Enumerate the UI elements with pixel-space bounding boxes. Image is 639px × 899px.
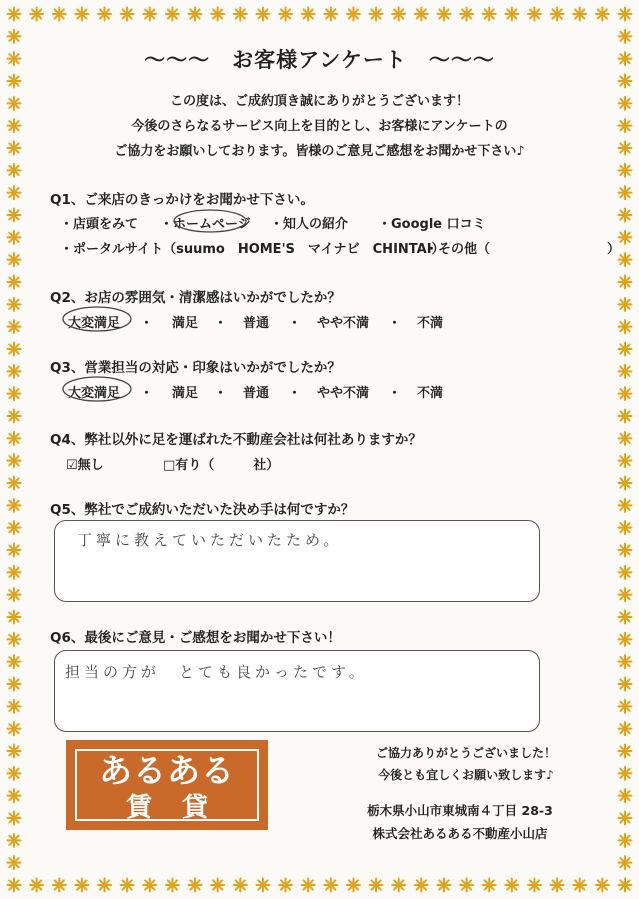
q6-question: Q6、最後にご意見・ご感想をお聞かせ下さい！ (50, 630, 341, 646)
q2-option-satisfied[interactable]: 満足 (172, 316, 199, 331)
q2-question: Q2、お店の雰囲気・清潔感はいかがでしたか？ (50, 290, 341, 306)
q3-option-somewhat-dissatisfied[interactable]: やや不満 (317, 386, 370, 401)
q3-option-satisfied[interactable]: 満足 (172, 386, 199, 401)
q2-separator: ・ (388, 316, 402, 331)
q1-option-storefront[interactable]: ・店頭をみて (60, 217, 139, 232)
page-title: ～～～ お客様アンケート ～～～ (144, 48, 495, 72)
q3-separator: ・ (288, 386, 302, 401)
logo-text-top: あるある (99, 751, 235, 790)
q1-option-homepage[interactable]: ・ホームページ (160, 217, 251, 232)
q4-question: Q4、弊社以外に足を運ばれた不動産会社は何社ありますか？ (50, 432, 422, 448)
q2-separator: ・ (140, 316, 154, 331)
intro-line-1: この度は、ご成約頂き誠にありがとうございます！ (169, 94, 469, 109)
q2-option-neutral[interactable]: 普通 (243, 316, 270, 331)
q2-option-somewhat-dissatisfied[interactable]: やや不満 (317, 316, 370, 331)
q2-separator: ・ (288, 316, 302, 331)
q5-question: Q5、弊社でご成約いただいた決め手は何ですか？ (50, 502, 355, 518)
company-name: 株式会社あるある不動産小山店 (372, 826, 548, 841)
q1-option-google-review[interactable]: ・Google 口コミ (378, 217, 486, 232)
q1-option-referral[interactable]: ・知人の紹介 (270, 217, 349, 232)
intro-line-3: ご協力をお願いしております。皆様のご意見ご感想をお聞かせ下さい♪ (114, 144, 525, 159)
intro-line-2: 今後のさらなるサービス向上を目的とし、お客様にアンケートの (131, 119, 508, 134)
q3-option-neutral[interactable]: 普通 (243, 386, 270, 401)
company-address: 栃木県小山市東城南４丁目 28-3 (367, 803, 553, 818)
q4-option-none-checkbox[interactable]: ☑無し (66, 458, 104, 473)
q1-option-portal-site[interactable]: ・ポータルサイト（suumo HOME'S マイナビ CHINTAI） (60, 242, 445, 257)
q1-circle-mark (174, 210, 246, 232)
q2-circle-mark (63, 307, 131, 331)
q3-separator: ・ (388, 386, 402, 401)
q6-handwritten-answer: 担当の方が とても良かったです。 (65, 663, 368, 681)
thanks-line-1: ご協力ありがとうございました！ (375, 746, 556, 760)
q3-separator: ・ (214, 386, 228, 401)
q1-question: Q1、ご来店のきっかけをお聞かせ下さい。 (50, 192, 314, 208)
q5-handwritten-answer: 丁寧に教えていただいたため。 (77, 531, 343, 549)
q3-option-very-satisfied[interactable]: 大変満足 (68, 386, 121, 401)
q2-separator: ・ (214, 316, 228, 331)
logo-text-bottom: 賃貸 (125, 793, 238, 823)
q3-option-dissatisfied[interactable]: 不満 (417, 386, 444, 401)
q2-option-dissatisfied[interactable]: 不満 (417, 316, 444, 331)
q4-option-some-checkbox[interactable]: □有り（ 社） (163, 458, 280, 473)
q2-option-very-satisfied[interactable]: 大変満足 (68, 316, 121, 331)
thanks-line-2: 今後とも宜しくお願い致します♪ (378, 768, 554, 782)
q3-circle-mark (63, 377, 131, 401)
q3-question: Q3、営業担当の対応・印象はいかがでしたか？ (50, 360, 341, 376)
q1-option-other[interactable]: ・その他（ ） (425, 242, 621, 257)
q3-separator: ・ (140, 386, 154, 401)
